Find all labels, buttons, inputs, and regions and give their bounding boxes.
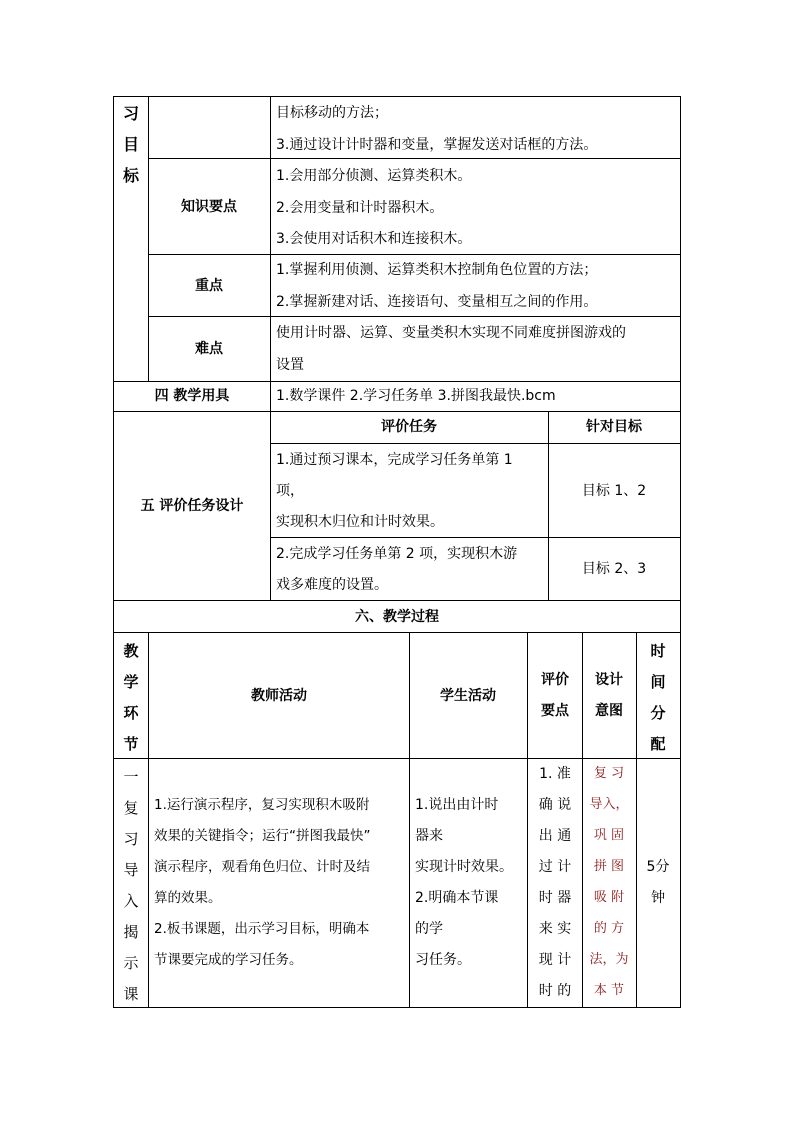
student-line-6: 习任务。 bbox=[415, 952, 471, 968]
key-line-2: 2.掌握新建对话、连接语句、变量相互之间的作用。 bbox=[276, 294, 598, 310]
evaluation-row1-line-3: 实现积木归位和计时效果。 bbox=[276, 514, 444, 530]
design-line-7: 法，为 bbox=[589, 952, 629, 967]
header-time-char-2: 间 bbox=[650, 673, 666, 691]
difficult-line-2: 设置 bbox=[276, 357, 304, 373]
teacher-line-2: 效果的关键指令；运行“拼图我最快” bbox=[154, 828, 371, 844]
header-time-char-4: 配 bbox=[650, 735, 666, 753]
knowledge-line-2: 2.会用变量和计时器积木。 bbox=[276, 200, 444, 216]
evaluation-row2-line-2: 戏多难度的设置。 bbox=[276, 577, 388, 593]
header-student: 学生活动 bbox=[440, 688, 496, 704]
student-line-5: 的学 bbox=[415, 921, 443, 937]
evaluation-header-task: 评价任务 bbox=[381, 419, 437, 435]
row-design-cell bbox=[582, 758, 637, 1008]
eval-line-4: 过 计 bbox=[538, 859, 572, 875]
design-line-5: 吸 附 bbox=[593, 890, 625, 905]
design-line-3: 巩 固 bbox=[593, 828, 625, 843]
design-line-1: 复 习 bbox=[593, 766, 625, 781]
header-stage-char-4: 节 bbox=[123, 735, 139, 753]
eval-line-3: 出 通 bbox=[538, 828, 572, 844]
eval-line-7: 现 计 bbox=[538, 952, 572, 968]
eval-line-2: 确 说 bbox=[538, 797, 572, 813]
row-student-cell bbox=[409, 758, 528, 1008]
knowledge-line-3: 3.会使用对话积木和连接积木。 bbox=[276, 231, 472, 247]
tools-label: 四 教学用具 bbox=[154, 388, 230, 404]
student-line-4: 2.明确本节课 bbox=[415, 890, 499, 906]
evaluation-row2-target: 目标 2、3 bbox=[581, 561, 647, 577]
evaluation-label: 五 评价任务设计 bbox=[140, 498, 244, 514]
row-stage-char-6: 揭 bbox=[123, 923, 139, 941]
row-time-cell bbox=[636, 758, 681, 1008]
teacher-line-1: 1.运行演示程序，复习实现积木吸附 bbox=[154, 797, 370, 813]
difficult-label: 难点 bbox=[195, 341, 223, 357]
time-line-1: 5分 bbox=[646, 859, 670, 875]
objectives-side-char-3: 标 bbox=[122, 166, 140, 185]
eval-line-1: 1. 准 bbox=[539, 766, 571, 782]
knowledge-label: 知识要点 bbox=[181, 199, 237, 215]
difficult-line-1: 使用计时器、运算、变量类积木实现不同难度拼图游戏的 bbox=[276, 325, 626, 341]
header-stage-char-1: 教 bbox=[123, 642, 139, 660]
row-eval-cell bbox=[527, 758, 583, 1008]
header-design-line-1: 设计 bbox=[595, 672, 623, 688]
row0-label-cell bbox=[148, 96, 271, 159]
student-line-3: 实现计时效果。 bbox=[415, 859, 513, 875]
header-stage-char-2: 学 bbox=[123, 673, 139, 691]
header-design-line-2: 意图 bbox=[595, 703, 623, 719]
evaluation-row1-line-1: 1.通过预习课本，完成学习任务单第 1 bbox=[276, 452, 513, 468]
row-teacher-cell bbox=[148, 758, 410, 1008]
header-eval-cell bbox=[527, 632, 583, 759]
header-design-cell bbox=[582, 632, 637, 759]
teacher-line-5: 2.板书课题，出示学习目标，明确本 bbox=[154, 921, 370, 937]
header-eval-line-1: 评价 bbox=[541, 672, 569, 688]
row0-line-2: 3.通过设计计时器和变量，掌握发送对话框的方法。 bbox=[276, 137, 598, 153]
header-time-char-1: 时 bbox=[650, 642, 666, 660]
evaluation-row2-line-1: 2.完成学习任务单第 2 项，实现积木游 bbox=[276, 546, 518, 562]
header-teacher: 教师活动 bbox=[251, 688, 307, 704]
eval-line-6: 来 实 bbox=[538, 921, 572, 937]
tools-value: 1.数学课件 2.学习任务单 3.拼图我最快.bcm bbox=[276, 388, 556, 404]
row-stage-char-3: 习 bbox=[123, 830, 139, 848]
objectives-side-char-2: 目 bbox=[122, 135, 140, 154]
row-stage-char-4: 导 bbox=[123, 861, 139, 879]
design-line-2: 导入， bbox=[589, 797, 629, 812]
evaluation-row1-target: 目标 1、2 bbox=[581, 483, 647, 499]
header-stage-char-3: 环 bbox=[123, 704, 139, 722]
header-time-char-3: 分 bbox=[650, 704, 666, 722]
row-stage-char-1: 一 bbox=[123, 768, 139, 786]
header-eval-line-2: 要点 bbox=[541, 703, 569, 719]
teacher-line-3: 演示程序，观看角色归位、计时及结 bbox=[154, 859, 370, 875]
evaluation-row1-line-2: 项， bbox=[276, 483, 304, 499]
design-line-4: 拼 图 bbox=[593, 859, 625, 874]
row-stage-char-2: 复 bbox=[123, 799, 139, 817]
eval-line-5: 时 器 bbox=[538, 890, 572, 906]
design-line-6: 的 方 bbox=[593, 921, 625, 936]
row-stage-char-8: 课 bbox=[123, 985, 139, 1003]
time-line-2: 钟 bbox=[651, 890, 665, 906]
evaluation-header-target: 针对目标 bbox=[586, 419, 642, 435]
key-label: 重点 bbox=[195, 278, 223, 294]
objectives-side-char-1: 习 bbox=[122, 104, 140, 123]
teacher-line-6: 节课要完成的学习任务。 bbox=[154, 952, 303, 968]
knowledge-line-1: 1.会用部分侦测、运算类积木。 bbox=[276, 168, 472, 184]
key-line-1: 1.掌握利用侦测、运算类积木控制角色位置的方法； bbox=[276, 262, 598, 278]
eval-line-8: 时 的 bbox=[538, 983, 572, 999]
teacher-line-4: 算的效果。 bbox=[154, 890, 222, 906]
row-stage-char-5: 入 bbox=[123, 892, 139, 910]
design-line-8: 本 节 bbox=[593, 983, 625, 998]
process-title: 六、教学过程 bbox=[355, 609, 439, 625]
student-line-2: 器来 bbox=[415, 828, 443, 844]
row-stage-char-7: 示 bbox=[123, 954, 139, 972]
row0-line-1: 目标移动的方法； bbox=[276, 105, 388, 121]
student-line-1: 1.说出由计时 bbox=[415, 797, 499, 813]
